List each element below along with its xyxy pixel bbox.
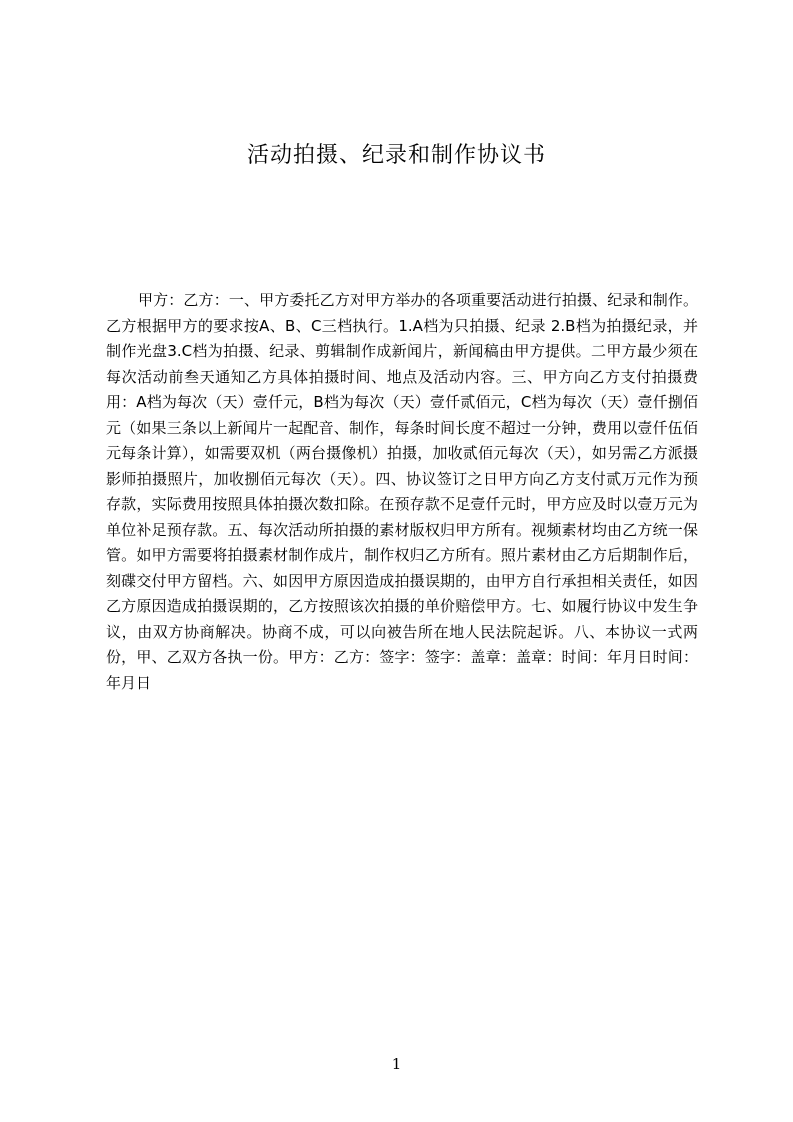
agreement-body-text: 甲方：乙方：一、甲方委托乙方对甲方举办的各项重要活动进行拍摄、纪录和制作。乙方根据甲方的要求按A、B、C三档执行。1.A档为只拍摄、纪录 2.B档为拍摄纪录，并制作光盘3.C档为拍摄、纪录、剪辑制作成新闻片，新闻稿由甲方提供。二甲方最少须在每次活动前叁天通知乙方具体拍摄时间、地点及活动内容。三、甲方向乙方支付拍摄费用：A档为每次（天）壹仟元，B档为每次（天）壹仟贰佰元，C档为每次（天）壹仟捌佰元（如果三条以上新闻片一起配音、制作，每条时间长度不超过一分钟，费用以壹仟伍佰元每条计算），如需要双机（两台摄像机）拍摄，加收贰佰元每次（天），如另需乙方派摄影师拍摄照片，加收捌佰元每次（天）。四、协议签订之日甲方向乙方支付贰万元作为预存款，实际费用按照具体拍摄次数扣除。在预存款不足壹仟元时，甲方应及时以壹万元为单位补足预存款。五、每次活动所拍摄的素材版权归甲方所有。视频素材均由乙方统一保管。如甲方需要将拍摄素材制作成片，制作权归乙方所有。照片素材由乙方后期制作后，刻碟交付甲方留档。六、如因甲方原因造成拍摄误期的，由甲方自行承担相关责任，如因乙方原因造成拍摄误期的，乙方按照该次拍摄的单价赔偿甲方。七、如履行协议中发生争议，由双方协商解决。协商不成，可以向被告所在地人民法院起诉。八、本协议一式两份，甲、乙双方各执一份。甲方：乙方：签字：签字：盖章：盖章：时间：年月日时间：年月日: [106, 291, 698, 692]
page-number: 1: [391, 1055, 402, 1073]
document-title: 活动拍摄、纪录和制作协议书: [246, 143, 546, 168]
